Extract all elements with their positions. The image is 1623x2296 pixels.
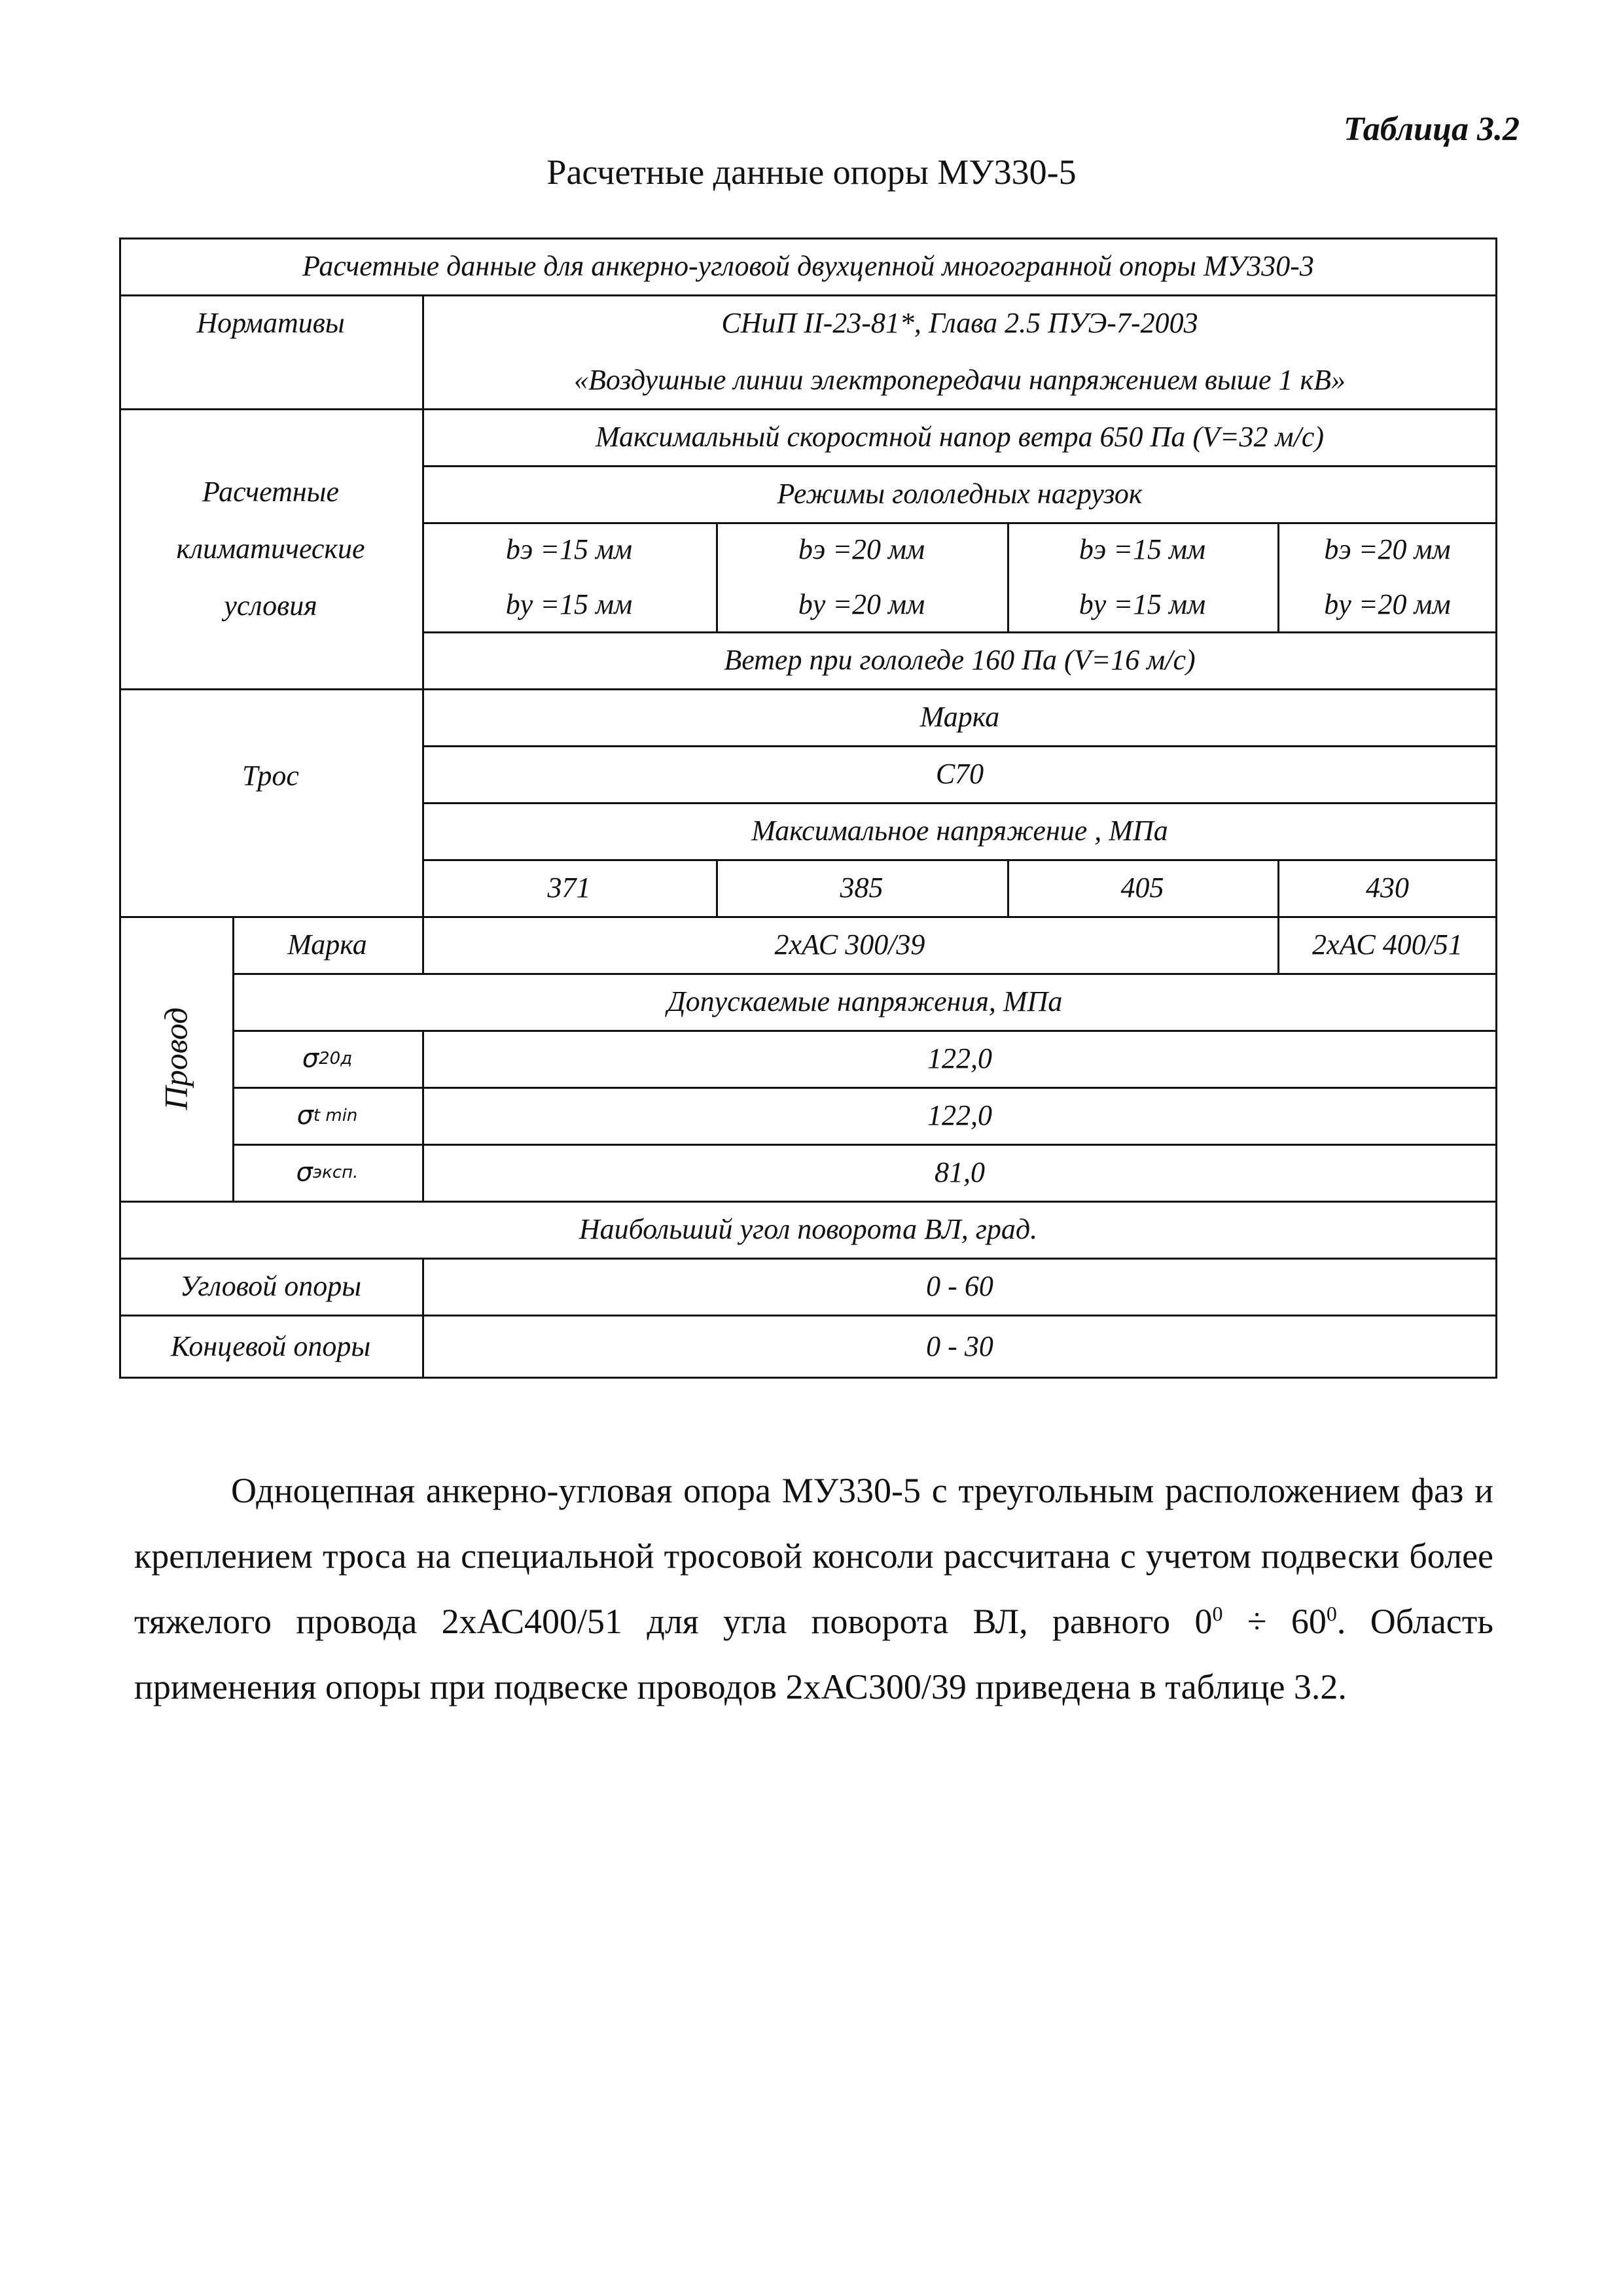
ice-mode-3: [1007, 522, 1277, 631]
sigma-subscript: 20д: [319, 1048, 353, 1069]
sigma-symbol: σ: [296, 1100, 313, 1131]
corner-pole-label: Угловой опоры: [179, 1269, 362, 1302]
ice-mode-2: [716, 522, 1007, 631]
sigma-20d-symbol: [232, 1030, 422, 1087]
end-pole-label: Концевой опоры: [170, 1330, 371, 1362]
body-part-1: Одноцепная анкерно-угловая опора МУ330-5 с треугольным расположением фаз и креплением троса на специальной тросовой консоли рассчитана с учетом подвески более тяжелого провода 2хАС400/51 для угла поворота ВЛ, равного 0: [134, 1471, 1493, 1641]
sigma-tmin-symbol: [232, 1087, 422, 1144]
end-pole-value: 0 - 30: [926, 1330, 993, 1362]
table-caption: Расчетные данные опоры МУ330-5: [546, 152, 1077, 192]
cable-max-stress: Максимальное напряжение , МПа: [751, 814, 1168, 847]
cable-label: Трос: [242, 760, 299, 792]
wire-brand-1: 2хАС 300/39: [774, 928, 925, 961]
wire-label-cell: [119, 916, 232, 1201]
wind-pressure: Максимальный скоростной напор ветра 650 Па (V=32 м/с): [595, 420, 1325, 453]
corner-pole-value: 0 - 60: [926, 1269, 993, 1302]
ice-be: bэ =20 мм: [1324, 533, 1451, 565]
sigma-exp-symbol: [232, 1144, 422, 1201]
sigma-symbol: σ: [296, 1157, 313, 1188]
sigma-subscript: t min: [313, 1105, 358, 1125]
max-angle-header: Наибольший угол поворота ВЛ, град.: [579, 1212, 1038, 1245]
ice-by: by =20 мм: [1324, 588, 1451, 620]
wire-label: Провод: [157, 1007, 194, 1110]
table-number: Таблица 3.2: [1343, 111, 1520, 148]
degree-superscript: 0: [1212, 1602, 1223, 1625]
cable-brand: С70: [935, 757, 984, 790]
specs-table: [119, 238, 1497, 1379]
ice-modes-header: Режимы гололедных нагрузок: [777, 477, 1143, 510]
sigma-exp-value: 81,0: [935, 1156, 985, 1188]
normatives-title: «Воздушные линии электропередачи напряжением выше 1 кВ»: [573, 363, 1346, 396]
cable-stress-2: 385: [840, 871, 883, 904]
wind-ice: Ветер при гололеде 160 Па (V=16 м/с): [724, 643, 1196, 676]
ice-be: bэ =20 мм: [798, 533, 925, 565]
cable-stress-4: 430: [1366, 871, 1409, 904]
normatives-documents: СНиП II-23-81*, Глава 2.5 ПУЭ-7-2003: [721, 306, 1198, 339]
sigma-tmin-value: 122,0: [927, 1099, 992, 1131]
ice-by: by =20 мм: [798, 588, 925, 620]
climate-label: Расчетные климатические условия: [176, 475, 365, 622]
cable-stress-1: 371: [547, 871, 591, 904]
ice-by: by =15 мм: [1079, 588, 1206, 620]
degree-superscript: 0: [1326, 1602, 1337, 1625]
normatives-label: Нормативы: [196, 306, 345, 339]
wire-brand-2: 2хАС 400/51: [1312, 928, 1463, 961]
wire-brand-label: Марка: [287, 928, 367, 961]
ice-be: bэ =15 мм: [1079, 533, 1206, 565]
ice-mode-1: [422, 522, 716, 631]
allowed-stress-header: Допускаемые напряжения, МПа: [667, 985, 1063, 1017]
body-text: [134, 1458, 1493, 1720]
body-part-2: ÷ 60: [1222, 1602, 1327, 1641]
cable-brand-label: Марка: [919, 700, 1000, 733]
sigma-subscript: эксп.: [312, 1162, 359, 1182]
body-part-3: . Область применения опоры при подвеске проводов 2хАС300/39 приведена в таблице 3.2.: [134, 1602, 1493, 1706]
cable-stress-3: 405: [1120, 871, 1164, 904]
ice-be: bэ =15 мм: [505, 533, 633, 565]
ice-by: by =15 мм: [505, 588, 633, 620]
ice-mode-4: [1277, 522, 1497, 631]
table-title: Расчетные данные для анкерно-угловой двухцепной многогранной опоры МУ330-3: [302, 249, 1314, 282]
sigma-symbol: σ: [302, 1043, 319, 1074]
sigma-20d-value: 122,0: [927, 1042, 992, 1074]
body-paragraph: [134, 1458, 1493, 1720]
